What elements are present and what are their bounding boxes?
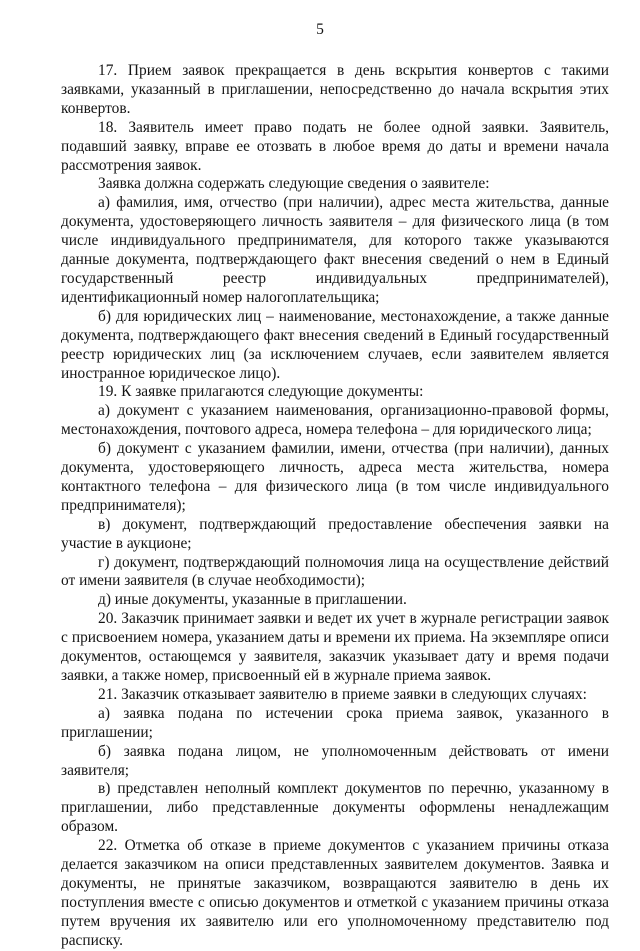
documents-item-b: б) документ с указанием фамилии, имени, отчества (при наличии), данных документа, удостоверяющего личность, адреса места жительства, номера контактного телефона – для физического лица (в том числе индивидуального предпринимателя);: [61, 440, 609, 514]
applicant-info-intro: Заявка должна содержать следующие сведения о заявителе:: [98, 175, 490, 193]
refusal-item-a: а) заявка подана по истечении срока приема заявок, указанного в приглашении;: [61, 704, 609, 741]
documents-item-g: г) документ, подтверждающий полномочия лица на осуществление действий от имени заявителя (в случае необходимости);: [61, 553, 609, 590]
clause-18: 18. Заявитель имеет право подать не более одной заявки. Заявитель, подавший заявку, вправе ее отозвать в любое время до даты и времени начала рассмотрения заявок.: [61, 118, 609, 174]
clause-21: 21. Заказчик отказывает заявителю в приеме заявки в следующих случаях:: [98, 685, 587, 703]
applicant-info-item-b: б) для юридических лиц – наименование, местонахождение, а также данные документа, подтверждающего факт внесения сведений в Единый государственный реестр юридических лиц (за исключением случаев, если заявителем является иностранное юридическое лицо).: [61, 307, 609, 382]
page-number: 5: [316, 21, 324, 38]
refusal-item-v: в) представлен неполный комплект документов по перечню, указанному в приглашении, либо представленные документы оформлены ненадлежащим образом.: [61, 780, 609, 836]
documents-item-a: а) документ с указанием наименования, организационно-правовой формы, местонахождения, почтового адреса, номера телефона – для юридического лица;: [61, 402, 609, 439]
clause-17: 17. Прием заявок прекращается в день вскрытия конвертов с такими заявками, указанный в приглашении, непосредственно до начала вскрытия этих конвертов.: [61, 62, 609, 117]
document-body: [61, 62, 609, 951]
refusal-item-b: б) заявка подана лицом, не уполномоченным действовать от имени заявителя;: [61, 742, 609, 779]
clause-20: 20. Заказчик принимает заявки и ведет их учет в журнале регистрации заявок с присвоением номера, указанием даты и времени их приема. На экземпляре описи документов, остающемся у заявителя, заказчик указывает дату и время подачи заявки, а также номер, присвоенный ей в журнале приема заявок.: [61, 610, 609, 684]
documents-item-v: в) документ, подтверждающий предоставление обеспечения заявки на участие в аукционе;: [61, 515, 609, 552]
clause-22: 22. Отметка об отказе в приеме документов с указанием причины отказа делается заказчиком на описи представленных заявителем документов. Заявка и документы, не принятые заказчиком, возвращаются заявителю в день их поступления вместе с описью документов и отметкой с указанием причины отказа путем вручения их заявителю или его уполномоченному представителю под расписку.: [61, 837, 609, 949]
documents-item-d: д) иные документы, указанные в приглашении.: [98, 591, 407, 609]
clause-19: 19. К заявке прилагаются следующие документы:: [98, 383, 424, 401]
applicant-info-item-a: а) фамилия, имя, отчество (при наличии), адрес места жительства, данные документа, удостоверяющего личность заявителя – для физического лица (в том числе индивидуального предпринимателя, для которого также указываются данные документа, подтверждающего факт внесения сведений о нем в Единый государственный реестр индивидуальных предпринимателей), идентификационный номер налогоплательщика;: [61, 194, 609, 306]
